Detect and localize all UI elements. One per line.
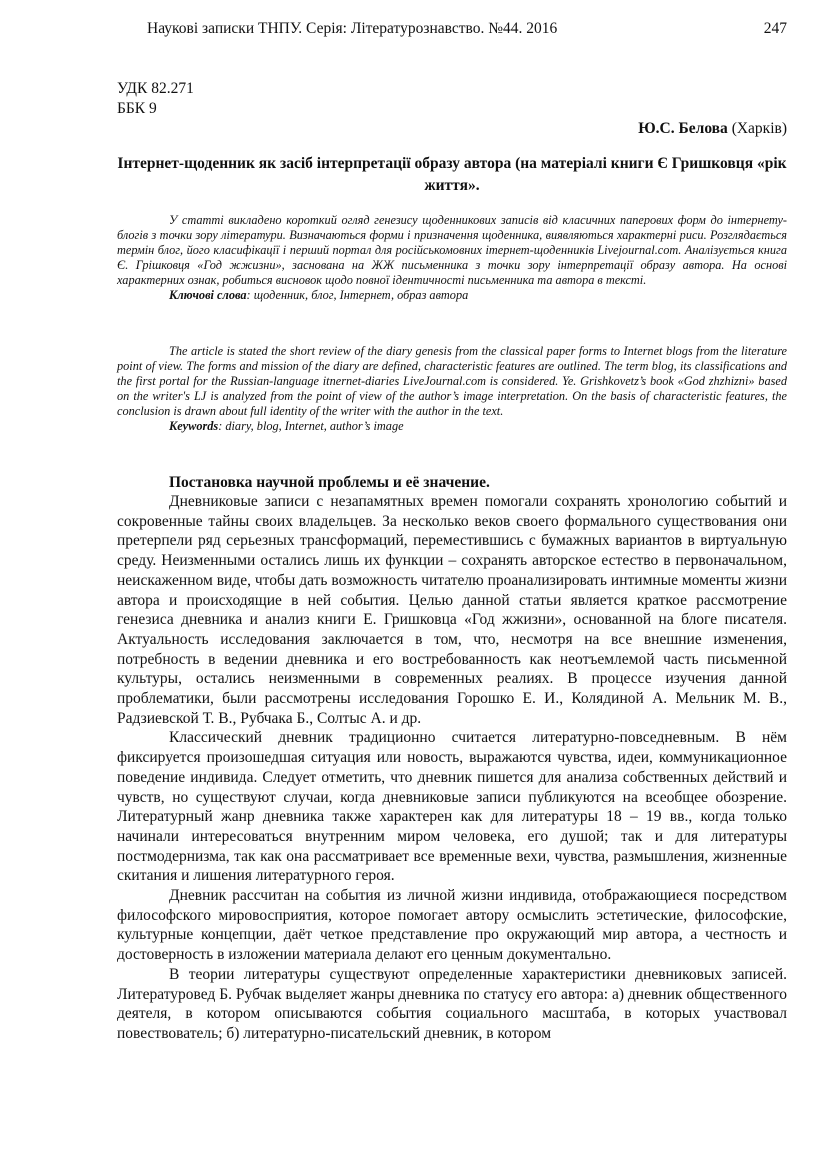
body-paragraph: Дневниковые записи с незапамятных времен помогали сохранять хронологию событий и сокровенные тайны своих владельцев. За несколько веков своего формального существования они претерпели ряд серьезных трансформаций, переместившись с бумажных вариантов в виртуальную среду. Неизменными остались лишь их функции – сохранять авторское естество в первоначальном, неискаженном виде, чтобы дать возможность читателю проанализировать интимные моменты жизни автора и происходящие в ней события. Целью данной статьи является краткое рассмотрение генезиса дневника и анализ книги Е. Гришковца «Год жжизни», основанной на блоге писателя. Актуальность исследования заключается в том, что, несмотря на все внешние изменения, потребность в ведении дневника и его востребованность как неотъемлемой часть письменной культуры, остались неизменными в современных реалиях. В процессе изучения данной проблематики, были рассмотрены исследования Горошко Е. И., Колядиной А. Мельник М. В., Радзиевской Т. В., Рубчака Б., Солтыс А. и др. (117, 493, 787, 727)
abstract-ukrainian (117, 213, 787, 303)
bbk-code: ББК 9 (117, 100, 157, 117)
abstract-english-text: The article is stated the short review of the diary genesis from the classical paper forms to Internet blogs from the literature point of view. The forms and mission of the diary are defined, characteristic features are outlined. The term blog, its classifications and the first portal for the Russian-language itnernet-diaries LiveJournal.com is considered. Ye. Grishkovetz’s book «God zhzhizni» based on the writer's LJ is analyzed from the point of view of the author’s image interpretation. On the basis of characteristic features, the conclusion is drawn about full identity of the writer with the author in the text. (117, 344, 787, 418)
article-title: Інтернет-щоденник як засіб інтерпретації образу автора (на матеріалі книги Є Гришковця «рік життя». (117, 155, 787, 194)
page-number: 247 (763, 20, 787, 37)
body-paragraph: В теории литературы существуют определенные характеристики дневниковых записей. Литературовед Б. Рубчак выделяет жанры дневника по статусу его автора: а) дневник общественного деятеля, в котором описываются события социального масштаба, в которых участвовал повествователь; б) литературно-писательский дневник, в котором (117, 965, 787, 1042)
abstract-ukrainian-text: У статті викладено короткий огляд генезису щоденникових записів від класичних паперових форм до інтернету-блогів з точки зору літератури. Визначаються форми і призначення щоденника, виявляються характерні риси. Розглядається термін блог, його класифікації і перший портал для російськомовних ітернет-щоденників Livejournal.com. Аналізується книга Є. Грішковця «Год жжизни», заснована на ЖЖ письменника з точки зору інтерпретації образу автора. На основі характерних ознак, робиться висновок щодо повної ідентичності письменника та автора в тексті. (117, 213, 787, 287)
author-line (638, 119, 787, 139)
body-paragraph: Классический дневник традиционно считается литературно-повседневным. В нём фиксируется произошедшая ситуация или новость, выражаются чувства, идеи, коммуникационное поведение индивида. Следует отметить, что дневник пишется для анализа собственных действий и чувств, но существуют случаи, когда дневниковые записи публикуются на всеобщее обозрение. Литературный жанр дневника также характерен как для литературы 18 – 19 вв., когда только начинали интересоваться внутренним миром человека, его душой; так и для литературы постмодернизма, так как она рассматривает все временные вехи, чувства, размышления, жизненные скитания и лишения литературного героя. (117, 729, 787, 885)
body-paragraph: Дневник рассчитан на события из личной жизни индивида, отображающиеся посредством философского мировосприятия, которое помогает автору осмыслить эстетические, философские, культурные концепции, даёт четкое представление про окружающий мир автора, а честность и достоверность в изложении материала делают его ценным документально. (117, 887, 787, 964)
keywords-ukrainian-list: : щоденник, блог, Інтернет, образ автора (246, 288, 469, 302)
author-name: Ю.С. Белова (638, 120, 728, 137)
keywords-ukrainian-label: Ключові слова (169, 288, 247, 302)
author-city: (Харків) (727, 120, 787, 137)
udk-code: УДК 82.271 (117, 80, 194, 97)
keywords-english-label: Keywords (169, 419, 219, 433)
section-heading: Постановка научной проблемы и её значение. (169, 474, 490, 491)
abstract-english (117, 344, 787, 434)
body-text (117, 492, 787, 1044)
classification-codes (117, 79, 194, 119)
keywords-english-list: : diary, blog, Internet, author’s image (218, 419, 404, 433)
keywords-english (117, 419, 787, 434)
keywords-ukrainian (117, 288, 787, 303)
journal-title: Наукові записки ТНПУ. Серія: Літературознавство. №44. 2016 (147, 20, 558, 37)
